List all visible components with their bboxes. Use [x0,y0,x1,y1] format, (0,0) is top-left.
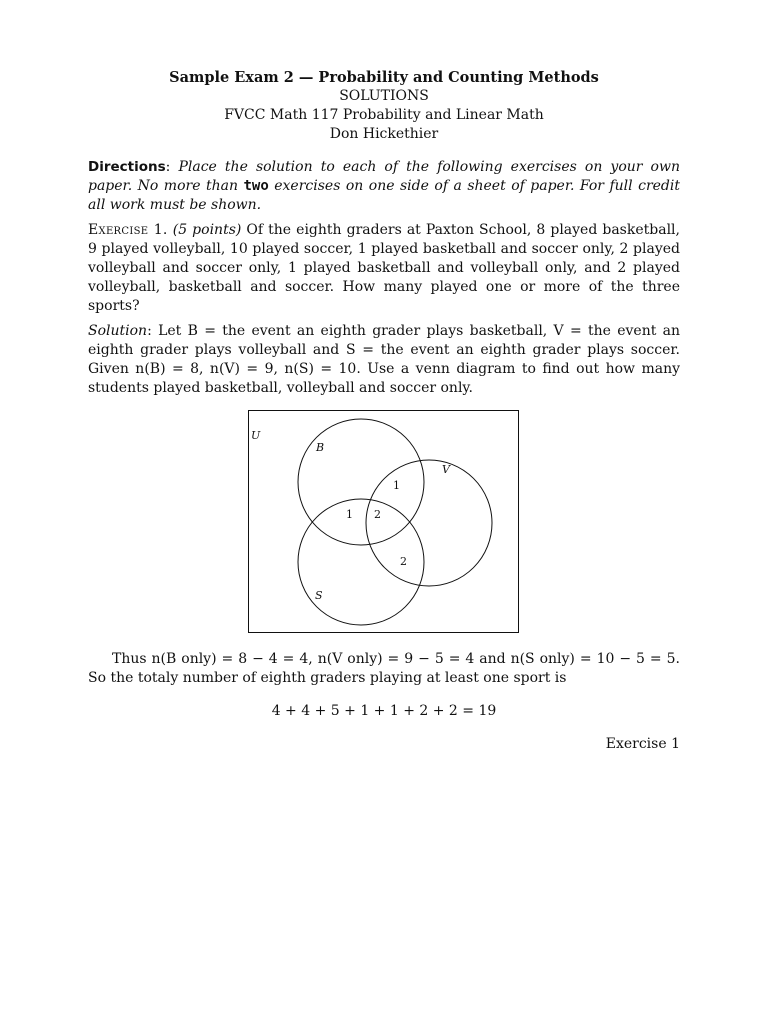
universe-rectangle [249,411,519,633]
region-v-s-only: 2 [400,555,407,568]
exam-title: Sample Exam 2 — Probability and Counting Methods [169,69,599,86]
directions-paragraph: Directions: Place the solution to each of the following exercises on your own paper. No more than two exercises on one side of a sheet of paper. For full credit all work must be shown. [88,159,681,213]
region-b-v-only: 1 [393,479,400,492]
directions-text-2: exercises on one side of a sheet of paper. For full credit all work must be shown. [88,178,681,213]
region-all-three: 2 [374,508,381,521]
course-line: FVCC Math 117 Probability and Linear Math [224,107,544,123]
solution-paragraph: Solution: Let B = the event an eighth grader plays basketball, V = the event an eighth grader plays volleyball and S = the event an eighth grader plays soccer. Given n(B) = 8, n(V) = 9, n(S) = 10. Use a venn diagram to find out how many students played basketball, volleyball and soccer only. [88,323,680,396]
set-s-label: S [315,589,323,602]
document-page [88,68,680,754]
set-v-circle [366,460,492,586]
conclusion-paragraph: Thus n(B only) = 8 − 4 = 4, n(V only) = 9 − 5 = 4 and n(S only) = 10 − 5 = 5. So the totaly number of eighth graders playing at least one sport is [88,651,680,686]
venn-diagram [248,410,520,634]
set-v-label: V [442,463,450,476]
region-b-s-only: 1 [346,508,353,521]
author-line: Don Hickethier [329,126,439,142]
directions-emphasis: two [243,178,269,194]
exercise-end-label: Exercise 1 [605,736,680,752]
exercise-points: (5 points) [172,222,242,238]
exercise-label: Exercise 1. [88,222,168,238]
total-equation: 4 + 4 + 5 + 1 + 1 + 2 + 2 = 19 [271,703,497,719]
exercise-text: Of the eighth graders at Paxton School, 8 played basketball, 9 played volleyball, 10 played soccer, 1 played basketball and soccer only, 2 played volleyball and soccer only, 1 played basketball and volleyball only, and 2 played volleyball, basketball and soccer. How many played one or more of the three sports? [88,222,680,314]
exercise-paragraph [88,221,680,316]
solution-text: Let B = the event an eighth grader plays basketball, V = the event an eighth grader plays volleyball and S = the event an eighth grader plays soccer. Given n(B) = 8, n(V) = 9, n(S) = 10. Use a venn diagram to find out how many students played basketball, volleyball and soccer only. [88,323,680,396]
directions-label: Directions [88,159,166,175]
exam-subtitle: SOLUTIONS [339,88,429,104]
solution-label: Solution [88,323,148,339]
set-b-label: B [316,441,325,454]
set-b-circle [298,419,424,545]
directions-text-1: Place the solution to each of the following exercises on your own paper. No more than [88,159,680,194]
universe-label: U [251,429,261,442]
